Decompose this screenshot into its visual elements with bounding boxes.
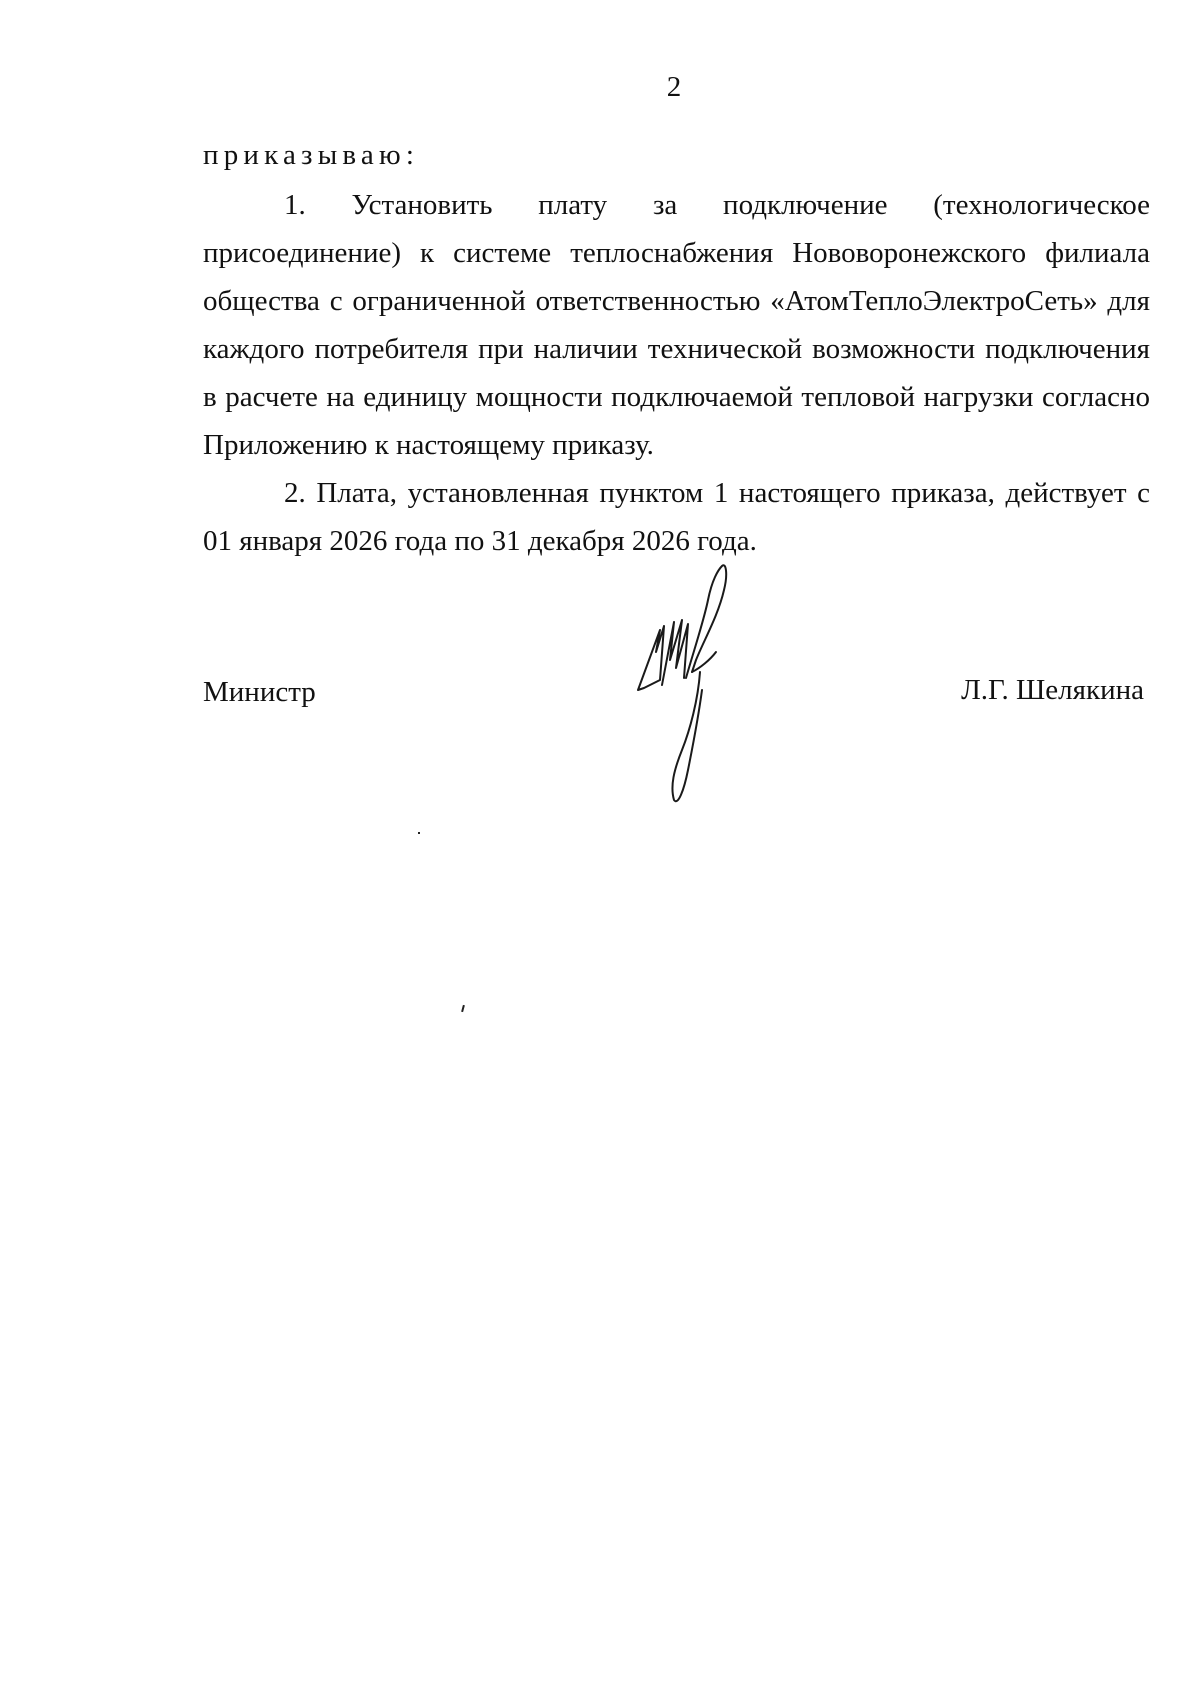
scan-speck: [461, 1005, 465, 1012]
paragraph-1: 1. Установить плату за подключение (технологическое присоединение) к системе теплоснабжения Нововоронежского филиала общества с ограниченной ответственностью «АтомТеплоЭлектроСеть» для каждого потребителя при наличии технической возможности подключения в расчете на единицу мощности подключаемой тепловой нагрузки согласно Приложению к настоящему приказу.: [203, 189, 1150, 461]
signer-name: Л.Г. Шелякина: [961, 674, 1144, 706]
paragraph-2: 2. Плата, установленная пунктом 1 настоящего приказа, действует с 01 января 2026 года по 31 декабря 2026 года.: [203, 477, 1150, 557]
page-number: 2: [666, 71, 682, 103]
order-word: приказываю:: [203, 139, 420, 171]
scan-speck: [418, 832, 420, 834]
position-title: Министр: [203, 676, 316, 708]
handwritten-signature: [630, 560, 800, 810]
